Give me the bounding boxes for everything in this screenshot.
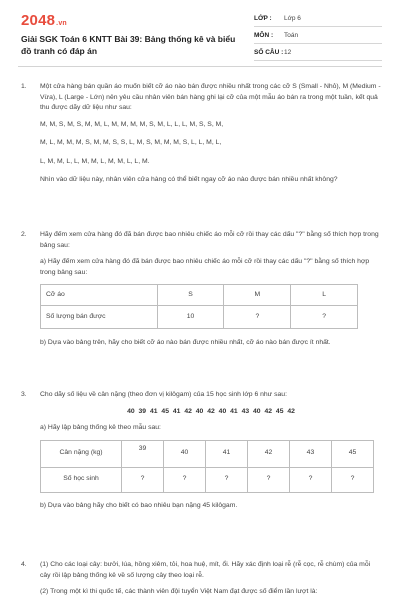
question-number: 1. (21, 83, 27, 90)
page-title: Giải SGK Toán 6 KNTT Bài 39: Bảng thống kê và biểu đồ tranh có đáp án (21, 34, 236, 56)
question-intro: Một cửa hàng bán quần áo muốn biết cỡ áo nào bán được nhiều nhất trong các cỡ S (Small - Nhỏ), M (Medium - Vừa), L (Large - Lớn) nên yêu cầu nhân viên bán hàng ghi lại cỡ của một mẫu áo bán ra trong một tuần, kết quả thu được dãy dữ liệu như sau: (40, 83, 381, 111)
table-cell: 10 (157, 306, 224, 329)
meta-row-class (254, 10, 382, 27)
question-part-2: (2) Trong một kì thi quốc tế, các thành viên đội tuyển Việt Nam đạt được số điểm lần lượt là: (40, 588, 318, 595)
table-cell: 41 (206, 440, 248, 467)
table-cell: ? (331, 467, 373, 492)
sub-question-b: b) Dựa vào bảng hãy cho biết có bao nhiêu bạn nặng 45 kilôgam. (40, 501, 238, 509)
table-cell: Cân nặng (kg) (41, 440, 122, 467)
weight-table (40, 440, 374, 493)
header-divider (18, 66, 382, 67)
meta-value: Toán (284, 31, 299, 39)
table-cell: 45 (331, 440, 373, 467)
meta-panel (254, 10, 382, 61)
table-cell: Số lượng bán được (41, 306, 158, 329)
size-table (40, 284, 358, 329)
table-cell: M (224, 285, 291, 306)
logo-suffix: .vn (56, 20, 67, 27)
question-number: 3. (21, 391, 27, 398)
question-body (40, 230, 382, 355)
table-cell: S (157, 285, 224, 306)
logo-text: 2048 (21, 12, 56, 29)
table-cell: 42 (247, 440, 289, 467)
table-cell: Cỡ áo (41, 285, 158, 306)
site-logo[interactable] (21, 12, 67, 29)
table-cell: ? (247, 467, 289, 492)
sub-question-a: a) Hãy đếm xem cửa hàng đó đã bán được bao nhiêu chiếc áo mỗi cỡ rồi thay các dấu "?" bằng số thích hợp trong bảng sau: (40, 258, 370, 276)
data-line: L, M, M, L, L, M, M, L, M, M, L, L, M. (40, 157, 150, 165)
table-row (41, 440, 374, 467)
table-cell: L (291, 285, 358, 306)
table-cell: 40 (164, 440, 206, 467)
question-body (40, 82, 382, 192)
data-line: M, L, M, M, M, S, M, M, S, S, L, M, S, M, M, M, S, L, L, M, L, (40, 139, 222, 146)
meta-value: 12 (284, 48, 292, 56)
question-body (40, 390, 382, 517)
question-prompt: Nhìn vào dữ liệu này, nhân viên cửa hàng có thể biết ngay cỡ áo nào được bán nhiều nhất không? (40, 176, 338, 183)
meta-row-count (254, 44, 382, 61)
meta-label: LỚP : (254, 14, 272, 22)
table-row (41, 306, 358, 329)
meta-label: SỐ CÂU : (254, 48, 284, 56)
question-number: 2. (21, 231, 27, 238)
question-intro: Hãy đếm xem cửa hàng đó đã bán được bao nhiêu chiếc áo mỗi cỡ rồi thay các dấu "?" bằng số thích hợp trong bảng sau: (40, 231, 379, 249)
table-cell: 39 (122, 440, 164, 467)
meta-label: MÔN : (254, 31, 274, 39)
meta-value: Lớp 6 (284, 14, 301, 22)
weight-data-line: 40 39 41 45 41 42 40 42 40 41 43 40 42 45 42 (127, 407, 295, 415)
table-row (41, 285, 358, 306)
data-line: M, M, S, M, S, M, M, L, M, M, M, M, S, M, L, L, L, M, S, S, M, (40, 120, 224, 128)
table-cell: 43 (289, 440, 331, 467)
table-row (41, 467, 374, 492)
table-cell: ? (291, 306, 358, 329)
question-number: 4. (21, 561, 27, 568)
page-header (0, 0, 400, 62)
table-cell: ? (164, 467, 206, 492)
question-body (40, 560, 382, 600)
table-cell: ? (122, 467, 164, 492)
table-cell: ? (206, 467, 248, 492)
table-cell: ? (224, 306, 291, 329)
table-cell: ? (289, 467, 331, 492)
sub-question-a: a) Hãy lập bảng thống kê theo mẫu sau: (40, 424, 161, 431)
question-part-1: (1) Cho các loại cây: bưởi, lúa, hồng xiêm, tỏi, hoa huệ, mít, ổi. Hãy xác định loại rễ (rễ cọc, rễ chùm) của mỗi cây rồi lập bảng thống kê về số lượng cây theo loại rễ. (40, 561, 371, 579)
meta-row-subject (254, 27, 382, 44)
question-intro: Cho dãy số liệu về cân nặng (theo đơn vị kilôgam) của 15 học sinh lớp 6 như sau: (40, 391, 287, 398)
table-cell: Số học sinh (41, 467, 122, 492)
sub-question-b: b) Dựa vào bảng trên, hãy cho biết cỡ áo nào bán được nhiều nhất, cỡ áo nào bán được ít nhất. (40, 339, 331, 346)
